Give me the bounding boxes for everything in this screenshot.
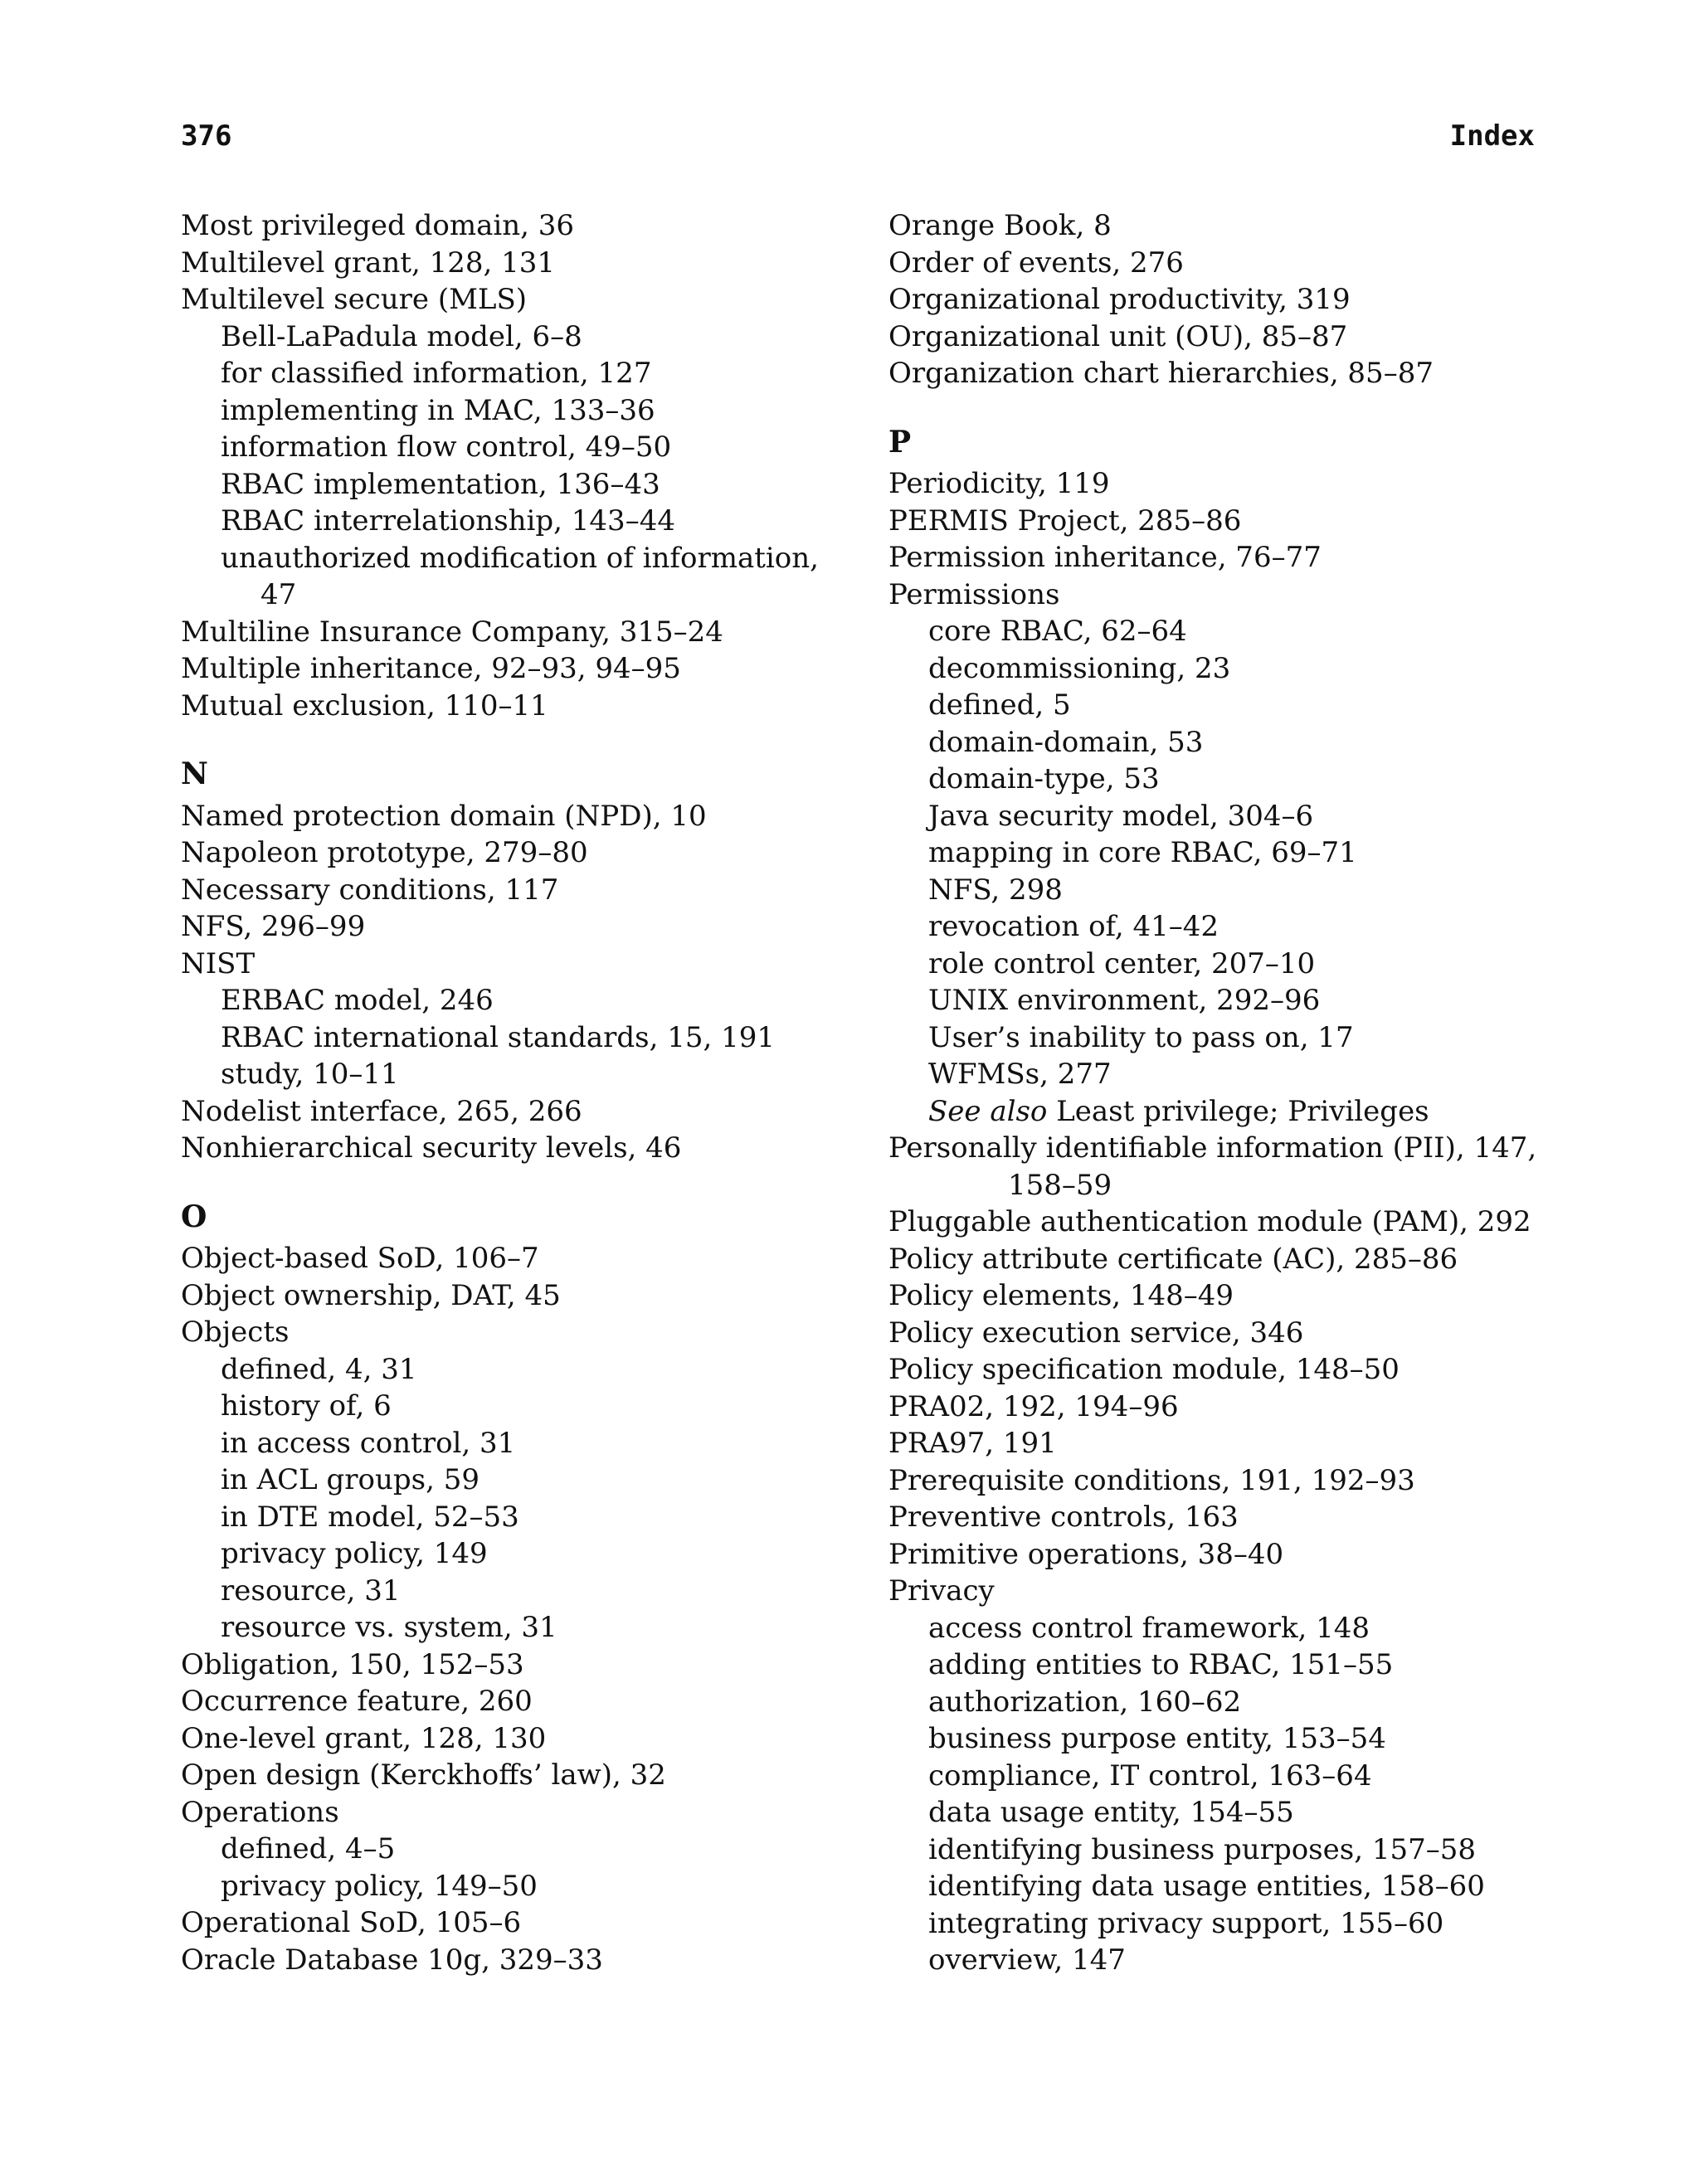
index-entry: Napoleon prototype, 279–80 [181,836,588,869]
index-entry: Privacy [888,1574,995,1608]
index-subentry: domain-type, 53 [928,762,1160,795]
index-entry: Multilevel secure (MLS) [181,283,528,316]
index-subentry: RBAC international standards, 15, 191 [221,1020,775,1054]
index-entry: Oracle Database 10g, 329–33 [181,1943,603,1977]
index-entry: Orange Book, 8 [888,209,1112,242]
see-also-label: See also [928,1094,1048,1128]
section-letter-n: N [181,756,208,791]
index-subentry: domain-domain, 53 [928,725,1204,759]
index-subentry: authorization, 160–62 [928,1685,1242,1719]
index-entry: Occurrence feature, 260 [181,1685,533,1718]
index-subentry: adding entities to RBAC, 151–55 [928,1648,1394,1681]
index-subentry-continuation: 47 [260,578,297,611]
index-entry: Necessary conditions, 117 [181,873,559,907]
section-letter-p: P [888,424,912,460]
index-entry: Preventive controls, 163 [888,1501,1239,1534]
index-entry: Policy specification module, 148–50 [888,1353,1400,1386]
index-entry: Objects [181,1316,290,1349]
index-subentry: User’s inability to pass on, 17 [928,1020,1354,1054]
section-letter-o: O [181,1199,207,1234]
index-entry: Most privileged domain, 36 [181,209,575,242]
index-entry: Periodicity, 119 [888,467,1110,500]
index-subentry: ERBAC model, 246 [221,984,494,1017]
index-entry: Nodelist interface, 265, 266 [181,1094,582,1128]
index-entry: NFS, 296–99 [181,910,366,943]
index-entry: PRA02, 192, 194–96 [888,1389,1179,1423]
index-subentry: NFS, 298 [928,873,1063,907]
index-column-right [888,207,1602,1979]
index-subentry: role control center, 207–10 [928,946,1316,980]
index-subentry: Bell-LaPadula model, 6–8 [221,319,582,353]
index-entry: Named protection domain (NPD), 10 [181,799,707,833]
index-subentry: for classified information, 127 [221,357,652,390]
index-entry: Permission inheritance, 76–77 [888,541,1322,574]
index-subentry: study, 10–11 [221,1058,399,1091]
index-entry: Nonhierarchical security levels, 46 [181,1131,682,1165]
index-subentry: core RBAC, 62–64 [928,615,1187,648]
index-entry: PERMIS Project, 285–86 [888,503,1242,537]
index-subentry: history of, 6 [221,1389,392,1423]
index-entry: Multilevel grant, 128, 131 [181,246,555,280]
see-also-reference [888,1093,1602,1131]
index-subentry: in ACL groups, 59 [221,1463,480,1496]
index-entry: Multiple inheritance, 92–93, 94–95 [181,652,681,685]
index-entry: Object ownership, DAT, 45 [181,1278,561,1312]
index-subentry: defined, 4–5 [221,1832,396,1865]
index-entry: Organizational unit (OU), 85–87 [888,319,1348,353]
index-column-left [181,207,894,1978]
index-subentry: privacy policy, 149 [221,1537,488,1570]
index-subentry: access control framework, 148 [928,1611,1370,1645]
index-subentry: resource, 31 [221,1574,401,1608]
index-subentry: privacy policy, 149–50 [221,1869,538,1903]
index-subentry: defined, 5 [928,688,1071,722]
page-number: 376 [181,119,232,153]
index-entry-continuation: 158–59 [1008,1168,1112,1202]
index-subentry: business purpose entity, 153–54 [928,1722,1386,1755]
index-entry: Object-based SoD, 106–7 [181,1242,539,1275]
index-subentry: revocation of, 41–42 [928,910,1219,943]
index-subentry: defined, 4, 31 [221,1352,417,1386]
index-entry: Permissions [888,577,1060,611]
index-subentry: identifying data usage entities, 158–60 [928,1870,1485,1903]
index-entry: Operational SoD, 105–6 [181,1906,522,1939]
index-subentry: RBAC implementation, 136–43 [221,467,660,501]
see-also-text: Least privilege; Privileges [1047,1094,1429,1128]
index-entry: Obligation, 150, 152–53 [181,1647,524,1681]
index-subentry: data usage entity, 154–55 [928,1796,1294,1829]
index-entry: Organizational productivity, 319 [888,283,1351,316]
index-entry: NIST [181,946,256,980]
index-entry: Prerequisite conditions, 191, 192–93 [888,1463,1415,1497]
index-subentry: unauthorized modification of information, [221,541,819,575]
index-entry: Pluggable authentication module (PAM), 292 [888,1205,1531,1238]
index-subentry: compliance, IT control, 163–64 [928,1758,1372,1792]
index-entry: Mutual exclusion, 110–11 [181,688,548,722]
index-entry: PRA97, 191 [888,1427,1057,1460]
index-subentry: WFMSs, 277 [928,1058,1112,1091]
index-entry: Policy attribute certificate (AC), 285–86 [888,1242,1458,1276]
index-subentry: in DTE model, 52–53 [221,1500,519,1534]
index-subentry: identifying business purposes, 157–58 [928,1832,1476,1866]
index-subentry: UNIX environment, 292–96 [928,984,1321,1017]
index-subentry: in access control, 31 [221,1426,516,1460]
index-subentry: information flow control, 49–50 [221,430,672,464]
index-entry: Organization chart hierarchies, 85–87 [888,357,1434,390]
index-subentry: Java security model, 304–6 [928,799,1314,833]
index-subentry: overview, 147 [928,1943,1126,1977]
index-entry: Personally identifiable information (PII), 147, [888,1131,1537,1165]
index-entry: Order of events, 276 [888,246,1184,280]
index-subentry: RBAC interrelationship, 143–44 [221,504,675,537]
index-subentry: integrating privacy support, 155–60 [928,1906,1444,1940]
index-entry: Policy elements, 148–49 [888,1279,1234,1312]
index-entry: Policy execution service, 346 [888,1316,1304,1350]
index-subentry: decommissioning, 23 [928,651,1231,685]
index-subentry: resource vs. system, 31 [221,1611,557,1644]
index-entry: Open design (Kerckhoffs’ law), 32 [181,1758,666,1792]
running-title: Index [1449,119,1535,153]
running-head [181,115,1535,157]
index-entry: Operations [181,1795,339,1829]
index-entry: Primitive operations, 38–40 [888,1537,1284,1571]
index-subentry: mapping in core RBAC, 69–71 [928,836,1357,869]
index-entry: Multiline Insurance Company, 315–24 [181,615,723,649]
index-entry: One-level grant, 128, 130 [181,1721,547,1755]
index-subentry: implementing in MAC, 133–36 [221,393,655,427]
